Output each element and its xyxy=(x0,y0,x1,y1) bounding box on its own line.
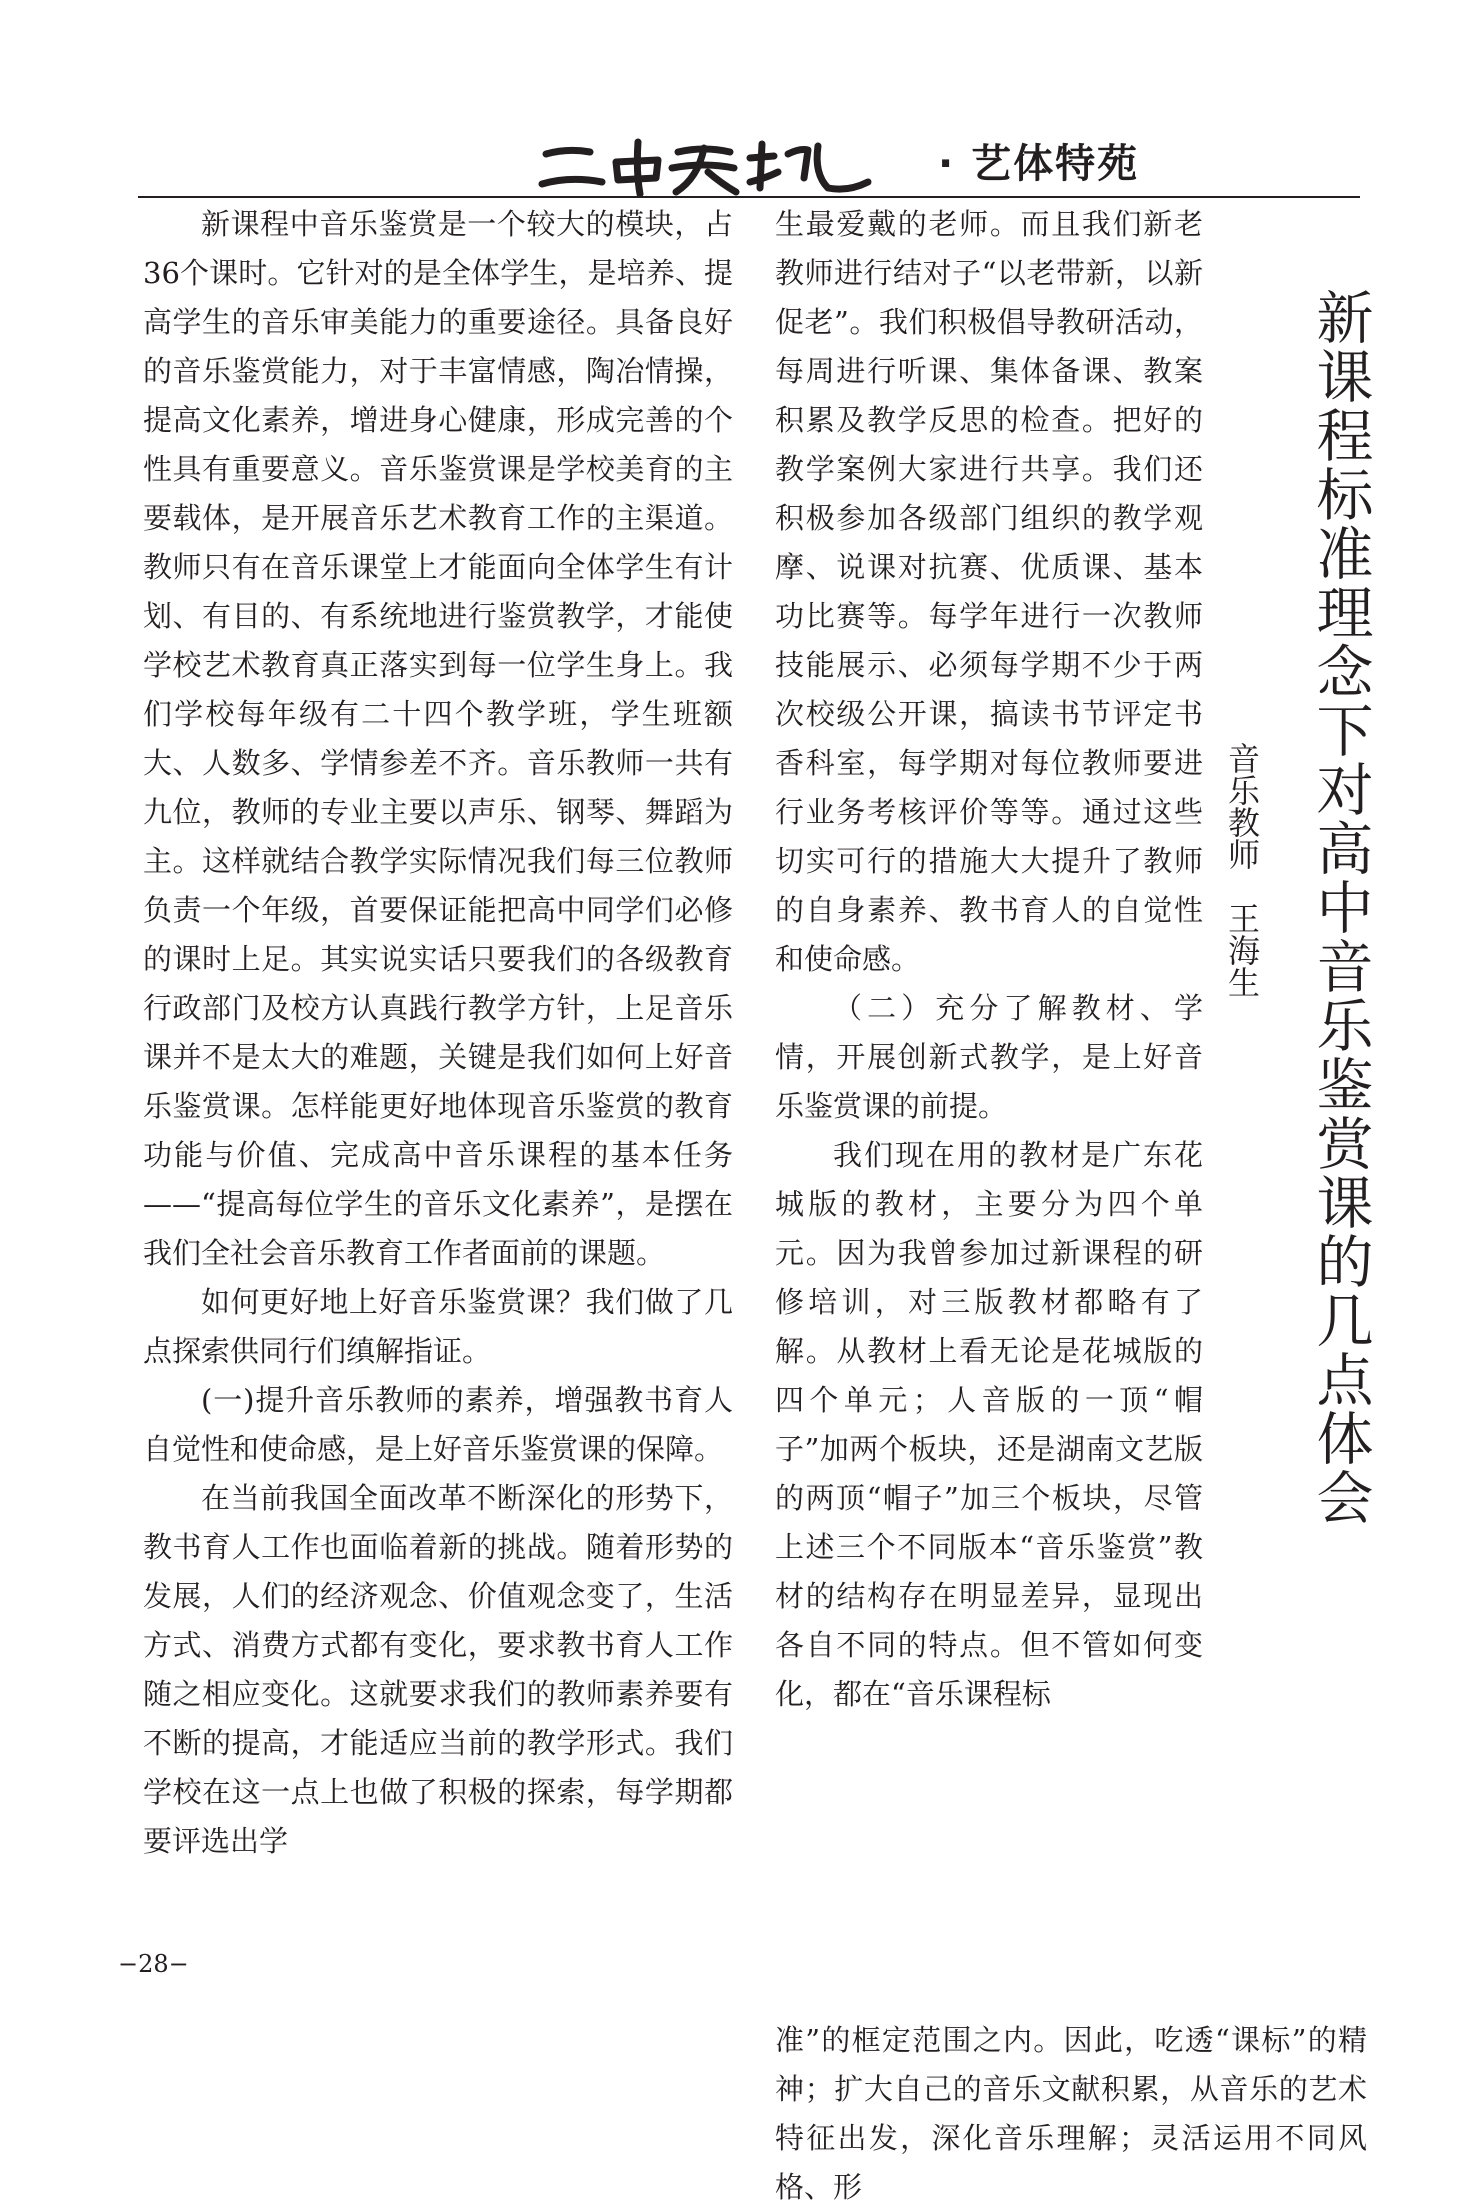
paragraph: 在当前我国全面改革不断深化的形势下，教书育人工作也面临着新的挑战。随着形势的发展，人们的经济观念、价值观念变了，生活方式、消费方式都有变化，要求教书育人工作随之相应变化。这就要求我们的教师素养要有不断的提高，才能适应当前的教学形式。我们学校在这一点上也做了积极的探索，每学期都要评选出学 xyxy=(143,1481,733,1858)
author-byline: 音乐教师 王海生 xyxy=(1223,742,1261,998)
paragraph: 新课程中音乐鉴赏是一个较大的模块，占36个课时。它针对的是全体学生，是培养、提高学生的音乐审美能力的重要途径。具备良好的音乐鉴赏能力，对于丰富情感，陶冶情操，提高文化素养，增进身心健康，形成完善的个性具有重要意义。音乐鉴赏课是学校美育的主要载体，是开展音乐艺术教育工作的主渠道。教师只有在音乐课堂上才能面向全体学生有计划、有目的、有系统地进行鉴赏教学，才能使学校艺术教育真正落实到每一位学生身上。我们学校每年级有二十四个教学班，学生班额大、人数多、学情参差不齐。音乐教师一共有九位，教师的专业主要以声乐、钢琴、舞蹈为主。这样就结合教学实际情况我们每三位教师负责一个年级，首要保证能把高中同学们必修的课时上足。其实说实话只要我们的各级教育行政部门及校方认真践行教学方针，上足音乐课并不是太大的难题，关键是我们如何上好音乐鉴赏课。怎样能更好地体现音乐鉴赏的教育功能与价值、完成高中音乐课程的基本任务——“提高每位学生的音乐文化素养”，是摆在我们全社会音乐教育工作者面前的课题。 xyxy=(143,207,733,1270)
paragraph: 生最爱戴的老师。而且我们新老教师进行结对子“以老带新，以新促老”。我们积极倡导教研活动，每周进行听课、集体备课、教案积累及教学反思的检查。把好的教学案例大家进行共享。我们还积极参加各级部门组织的教学观摩、说课对抗赛、优质课、基本功比赛等。每学年进行一次教师技能展示、必须每学期不少于两次校级公开课，搞读书节评定书香科室，每学期对每位教师要进行业务考核评价等等。通过这些切实可行的措施大大提升了教师的自身素养、教书育人的自觉性和使命感。 xyxy=(775,207,1203,976)
section-name: · 艺体特苑 xyxy=(938,141,1140,187)
paragraph: （二）充分了解教材、学情，开展创新式教学，是上好音乐鉴赏课的前提。 xyxy=(775,991,1203,1123)
paragraph: 我们现在用的教材是广东花城版的教材，主要分为四个单元。因为我曾参加过新课程的研修培训，对三版教材都略有了解。从教材上看无论是花城版的四个单元；人音版的一顶“帽子”加两个板块，还是湖南文艺版的两顶“帽子”加三个板块，尽管上述三个不同版本“音乐鉴赏”教材的结构存在明显差异，显现出各自不同的特点。但不管如何变化，都在“音乐课程标 xyxy=(775,1138,1203,1711)
page-header xyxy=(138,118,1360,198)
article-column-right-continued xyxy=(775,2016,1367,2212)
article-column-left xyxy=(143,200,733,1866)
article-column-right xyxy=(775,200,1203,1719)
article-title: 新课程标准理念下对高中音乐鉴赏课的几点体会 xyxy=(1307,288,1373,1527)
paragraph: 如何更好地上好音乐鉴赏课？我们做了几点探索供同行们缜解指证。 xyxy=(143,1285,733,1368)
magazine-logo xyxy=(538,138,878,196)
paragraph: (一)提升音乐教师的素养，增强教书育人自觉性和使命感，是上好音乐鉴赏课的保障。 xyxy=(143,1383,733,1466)
page-number: −28− xyxy=(118,1950,189,1978)
paragraph: 准”的框定范围之内。因此，吃透“课标”的精神；扩大自己的音乐文献积累，从音乐的艺术特征出发，深化音乐理解；灵活运用不同风格、形 xyxy=(775,2023,1367,2204)
